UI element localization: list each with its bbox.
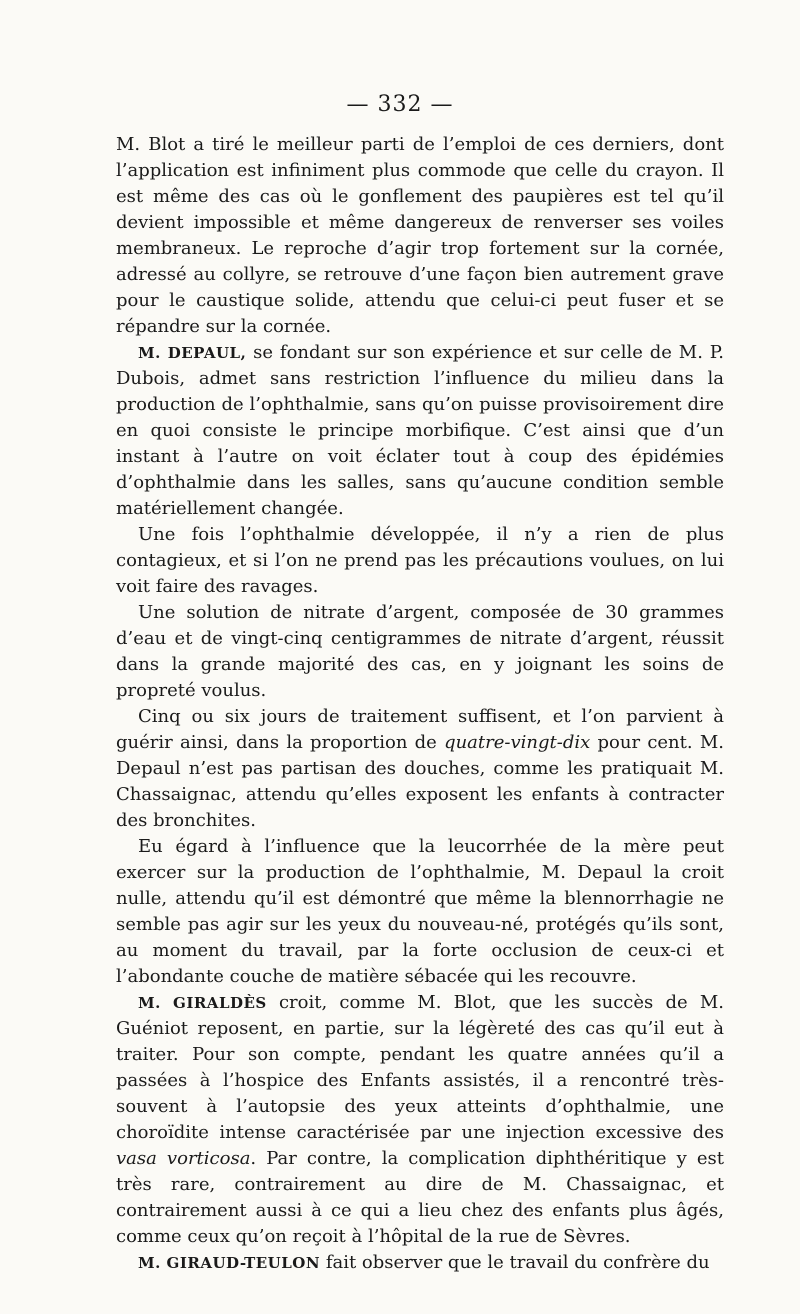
paragraph: Eu égard à l’influence que la leucorrhée de la mère peut exercer sur la production de l’ophthalmie, M. Depaul la croit nulle, attendu qu’il est démontré que même la blennorrhagie ne semble pas agir sur les yeux du nouveau-né, protégés qu’ils sont, au moment du travail, par la forte occlusion de ceux-ci et l’abondante couche de matière sébacée qui les recouvre. xyxy=(116,836,724,987)
paragraph-text: se fondant sur son expérience et sur celle de M. P. Dubois, admet sans restriction l’influence du milieu dans la production de l’ophthalmie, sans qu’on puisse provisoirement dire en quoi consiste le principe morbifique. C’est ainsi que d’un instant à l’autre on voit éclater tout à coup des épidémies d’ophthalmie dans les salles, sans qu’aucune condition semble matériellement changée. xyxy=(116,342,724,519)
italic-text: vasa vorticosa xyxy=(116,1148,251,1169)
speaker-name: M. DEPAUL, xyxy=(138,344,247,362)
paragraph xyxy=(116,1250,724,1276)
paragraph-text: . Par contre, la complication diphthéritique y est très rare, contrairement au dire de M. Chassaignac, et contrairement aussi à ce qui a lieu chez des enfants plus âgés, comme ceux qu’on reçoit à l’hôpital de la rue de Sèvres. xyxy=(116,1148,724,1247)
paragraph-text: croit, comme M. Blot, que les succès de M. Guéniot reposent, en partie, sur la légèreté des cas qu’il eut à traiter. Pour son compte, pendant les quatre années qu’il a passées à l’hospice des Enfants assistés, il a rencontré très-souvent à l’autopsie des yeux atteints d’ophthalmie, une choroïdite intense caractérisée par une injection excessive des xyxy=(116,992,724,1143)
paragraph: Une solution de nitrate d’argent, composée de 30 grammes d’eau et de vingt-cinq centigrammes de nitrate d’argent, réussit dans la grande majorité des cas, en y joignant les soins de propreté voulus. xyxy=(116,602,724,701)
paragraph: M. Blot a tiré le meilleur parti de l’emploi de ces derniers, dont l’application est infiniment plus commode que celle du crayon. Il est même des cas où le gonflement des paupières est tel qu’il devient impossible et même dangereux de renverser ses voiles membraneux. Le reproche d’agir trop fortement sur la cornée, adressé au collyre, se retrouve d’une façon bien autrement grave pour le caustique solide, attendu que celui-ci peut fuser et se répandre sur la cornée. xyxy=(116,134,724,337)
page-number: — 332 — xyxy=(346,92,454,117)
body-text xyxy=(116,132,724,1276)
paragraph-text: Cinq ou six jours de traitement suffisent, et l’on parvient à guérir ainsi, dans la proportion de xyxy=(116,706,724,753)
paragraph xyxy=(116,990,724,1250)
paragraph-text: pour cent. M. Depaul n’est pas partisan des douches, comme les pratiquait M. Chassaignac, attendu qu’elles exposent les enfants à contracter des bronchites. xyxy=(116,732,724,831)
paragraph xyxy=(116,704,724,834)
speaker-name: M. GIRALDÈS xyxy=(138,994,267,1012)
speaker-name: M. GIRAUD-TEULON xyxy=(138,1254,321,1272)
paragraph xyxy=(116,340,724,522)
italic-text: quatre-vingt-dix xyxy=(444,732,591,753)
paragraph: Une fois l’ophthalmie développée, il n’y a rien de plus contagieux, et si l’on ne prend pas les précautions voulues, on lui voit faire des ravages. xyxy=(116,524,724,597)
paragraph-text: fait observer que le travail du confrère du xyxy=(320,1252,710,1273)
